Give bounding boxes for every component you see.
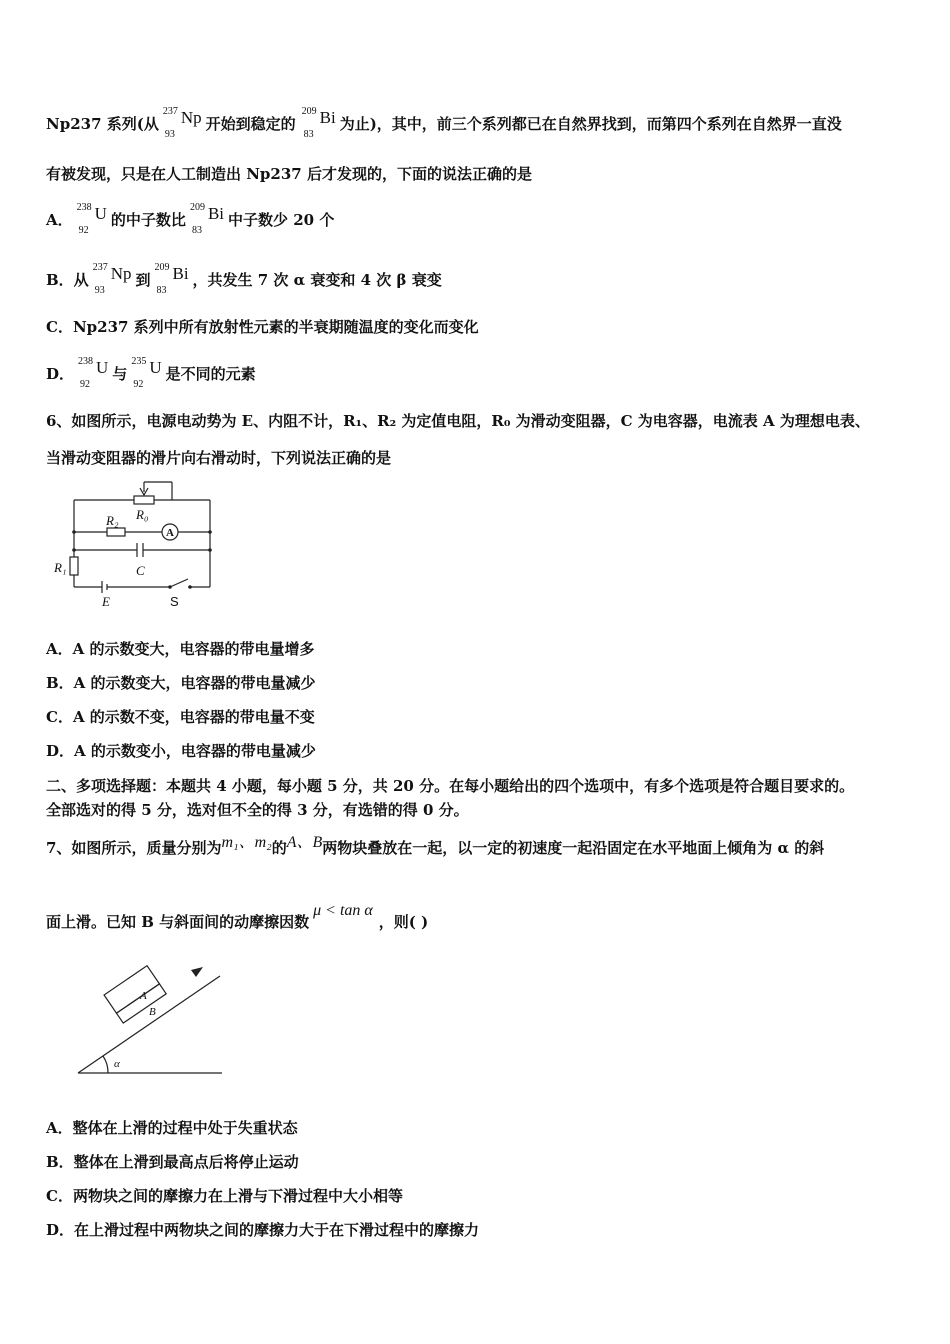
ab-symbol: A、B (286, 834, 323, 851)
q7-line1: 7、如图所示，质量分别为m₁、m₂的A、B两物块叠放在一起，以一定的初速度一起沿固定在水平地面上倾角为 α 的斜 (46, 834, 825, 857)
r1-resistor (70, 557, 78, 575)
nuclide-bi209: 209 83 Bi (301, 106, 336, 140)
nuclide-np237: 237 93 Np (162, 106, 202, 140)
nuclide-np237: 237 93 Np (92, 262, 132, 296)
incline-diagram (70, 960, 230, 1080)
q6-line2: 当滑动变阻器的滑片向右滑动时，下列说法正确的是 (46, 449, 392, 467)
section2-line2: 全部选对的得 5 分，选对但不全的得 3 分，有选错的得 0 分。 (46, 801, 469, 819)
q7-line2: 面上滑。已知 B 与斜面间的动摩擦因数μ < tan α，则( ) (46, 902, 429, 931)
label-block-b: B (149, 1006, 156, 1018)
q5-option-c: C．Np237 系列中所有放射性元素的半衰期随温度的变化而变化 (46, 318, 479, 336)
q5-line1 (46, 106, 842, 140)
label-ammeter: A (166, 527, 174, 539)
q6-option-b: B．A 的示数变大，电容器的带电量减少 (46, 674, 316, 692)
label-s: S (170, 594, 179, 609)
q5-line1-text-a: Np237 系列(从 (46, 115, 159, 133)
mu-condition: μ < tan α (313, 902, 373, 919)
label-e: E (102, 594, 110, 609)
q7-option-b: B．整体在上滑到最高点后将停止运动 (46, 1153, 299, 1171)
nuclide-u238: 238 92 U (76, 202, 107, 236)
q5-line2: 有被发现，只是在人工制造出 Np237 后才发现的，下面的说法正确的是 (46, 165, 532, 183)
q5-option-a: A． 238 92 U 的中子数比 209 83 Bi 中子数少 20 个 (46, 202, 335, 236)
label-c: C (136, 563, 145, 578)
nuclide-u235: 235 92 U (131, 356, 162, 390)
nuclide-u238: 238 92 U (78, 356, 109, 390)
label-alpha: α (114, 1058, 120, 1070)
label-r0: R₀ (136, 507, 149, 522)
r2-resistor (107, 528, 125, 536)
circuit-diagram (50, 475, 220, 615)
q7-option-d: D．在上滑过程中两物块之间的摩擦力大于在下滑过程中的摩擦力 (46, 1221, 480, 1239)
q6-option-c: C．A 的示数不变，电容器的带电量不变 (46, 708, 315, 726)
q5-line1-text-b: 开始到稳定的 (205, 115, 296, 133)
m1-symbol: m₁ (221, 834, 239, 851)
q5-line1-text-c: 为止)，其中，前三个系列都已在自然界找到，而第四个系列在自然界一直没 (339, 115, 842, 133)
section2-line1: 二、多项选择题：本题共 4 小题，每小题 5 分，共 20 分。在每小题给出的四个选项中，有多个选项是符合题目要求的。 (46, 777, 855, 795)
nuclide-bi209: 209 83 Bi (154, 262, 189, 296)
label-r2: R₂ (106, 513, 119, 528)
r0-resistor (134, 496, 154, 504)
q7-option-a: A．整体在上滑的过程中处于失重状态 (46, 1119, 298, 1137)
q6-option-a: A．A 的示数变大，电容器的带电量增多 (46, 640, 315, 658)
q5-option-d: D． 238 92 U 与 235 92 U 是不同的元素 (46, 356, 256, 390)
label-r1: R₁ (54, 560, 67, 575)
q6-line1: 6、如图所示，电源电动势为 E、内阻不计，R₁、R₂ 为定值电阻，R₀ 为滑动变阻器，C 为电容器，电流表 A 为理想电表、 (46, 412, 870, 430)
q6-option-d: D．A 的示数变小，电容器的带电量减少 (46, 742, 316, 760)
label-block-a: A (140, 990, 147, 1002)
m2-symbol: m₂ (254, 834, 272, 851)
m-separator: 、 (238, 834, 255, 851)
q7-option-c: C．两物块之间的摩擦力在上滑与下滑过程中大小相等 (46, 1187, 403, 1205)
nuclide-bi209: 209 83 Bi (189, 202, 224, 236)
q5-option-b: B．从 237 93 Np 到 209 83 Bi ，共发生 7 次 α 衰变和 4 次 β 衰变 (46, 262, 442, 296)
